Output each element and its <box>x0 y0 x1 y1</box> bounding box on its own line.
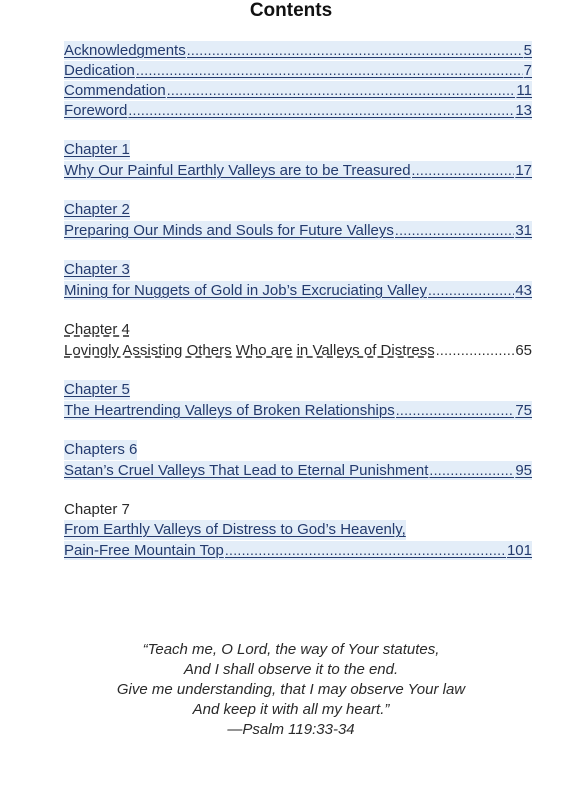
epigraph-line: And I shall observe it to the end. <box>183 661 399 678</box>
toc-page-number: 31 <box>515 222 532 239</box>
toc-page-number: 101 <box>506 542 532 559</box>
chapter-heading-4[interactable] <box>64 320 532 340</box>
toc-entry-label: Dedication <box>64 62 135 79</box>
chapter-heading-3[interactable] <box>64 260 532 280</box>
chapter-heading: Chapter 3 <box>64 261 130 278</box>
chapter-heading: Chapter 1 <box>64 141 130 158</box>
toc-entry-label: Satan’s Cruel Valleys That Lead to Eternal Punishment <box>64 462 429 479</box>
epigraph-line: “Teach me, O Lord, the way of Your statutes, <box>142 641 440 658</box>
toc-entry-label: From Earthly Valleys of Distress to God’s Heavenly, <box>64 521 406 538</box>
toc-leader <box>428 280 514 301</box>
toc-page-number: 5 <box>523 42 532 59</box>
chapter-heading: Chapter 2 <box>64 201 130 218</box>
toc-leader <box>128 100 514 121</box>
chapter-heading: Chapter 7 <box>64 501 130 518</box>
chapter-heading: Chapters 6 <box>64 441 138 458</box>
epigraph-citation: —Psalm 119:33-34 <box>227 721 355 738</box>
toc-leader <box>412 160 515 181</box>
chapter-heading-1[interactable] <box>64 140 532 160</box>
toc-page-number: 75 <box>515 402 532 419</box>
toc-entry-chapter-4[interactable] <box>64 340 532 360</box>
toc-entry-commendation[interactable] <box>64 80 532 100</box>
toc-leader <box>395 220 514 241</box>
epigraph-line: Give me understanding, that I may observe Your law <box>116 681 466 698</box>
chapter-heading: Chapter 5 <box>64 381 130 398</box>
toc-entry-label: Foreword <box>64 102 128 119</box>
toc-entry-chapter-7-line-1[interactable] <box>64 520 532 540</box>
toc-page-number: 11 <box>516 82 532 99</box>
toc-entry-label: Acknowledgments <box>64 42 186 59</box>
toc-entry-label: Pain-Free Mountain Top <box>64 542 224 559</box>
toc-leader <box>136 60 523 81</box>
page-title: Contents <box>249 0 333 21</box>
toc-entry-chapter-5[interactable] <box>64 400 532 420</box>
toc-page-number: 7 <box>523 62 532 79</box>
toc-entry-acknowledgments[interactable] <box>64 40 532 60</box>
chapter-heading-2[interactable] <box>64 200 532 220</box>
toc-leader <box>167 80 516 101</box>
toc-leader <box>429 460 514 481</box>
toc-entry-label: The Heartrending Valleys of Broken Relationships <box>64 402 395 419</box>
toc-page-number: 17 <box>515 162 532 179</box>
toc-leader <box>225 540 506 561</box>
toc-entry-chapter-6[interactable] <box>64 460 532 480</box>
chapter-heading-5[interactable] <box>64 380 532 400</box>
toc-page-number: 43 <box>515 282 532 299</box>
toc-entry-dedication[interactable] <box>64 60 532 80</box>
toc-leader <box>436 340 515 361</box>
toc-leader <box>396 400 515 421</box>
toc-entry-chapter-1[interactable] <box>64 160 532 180</box>
toc-page-number: 13 <box>515 102 532 119</box>
epigraph <box>0 640 582 740</box>
toc-entry-label: Preparing Our Minds and Souls for Future Valleys <box>64 222 394 239</box>
toc-page-number: 95 <box>515 462 532 479</box>
table-of-contents <box>64 40 532 560</box>
toc-page-number: 65 <box>515 342 532 359</box>
toc-leader <box>187 40 523 61</box>
toc-entry-chapter-3[interactable] <box>64 280 532 300</box>
toc-entry-chapter-2[interactable] <box>64 220 532 240</box>
chapter-heading-6[interactable] <box>64 440 532 460</box>
toc-entry-label: Mining for Nuggets of Gold in Job’s Excruciating Valley <box>64 282 427 299</box>
toc-entry-label: Lovingly Assisting Others Who are in Valleys of Distress <box>64 342 435 359</box>
epigraph-line: And keep it with all my heart.” <box>192 701 390 718</box>
toc-entry-label: Why Our Painful Earthly Valleys are to be Treasured <box>64 162 411 179</box>
toc-entry-chapter-7-line-2[interactable] <box>64 540 532 560</box>
chapter-heading-7 <box>64 500 532 520</box>
toc-entry-foreword[interactable] <box>64 100 532 120</box>
toc-entry-label: Commendation <box>64 82 166 99</box>
chapter-heading: Chapter 4 <box>64 321 130 338</box>
